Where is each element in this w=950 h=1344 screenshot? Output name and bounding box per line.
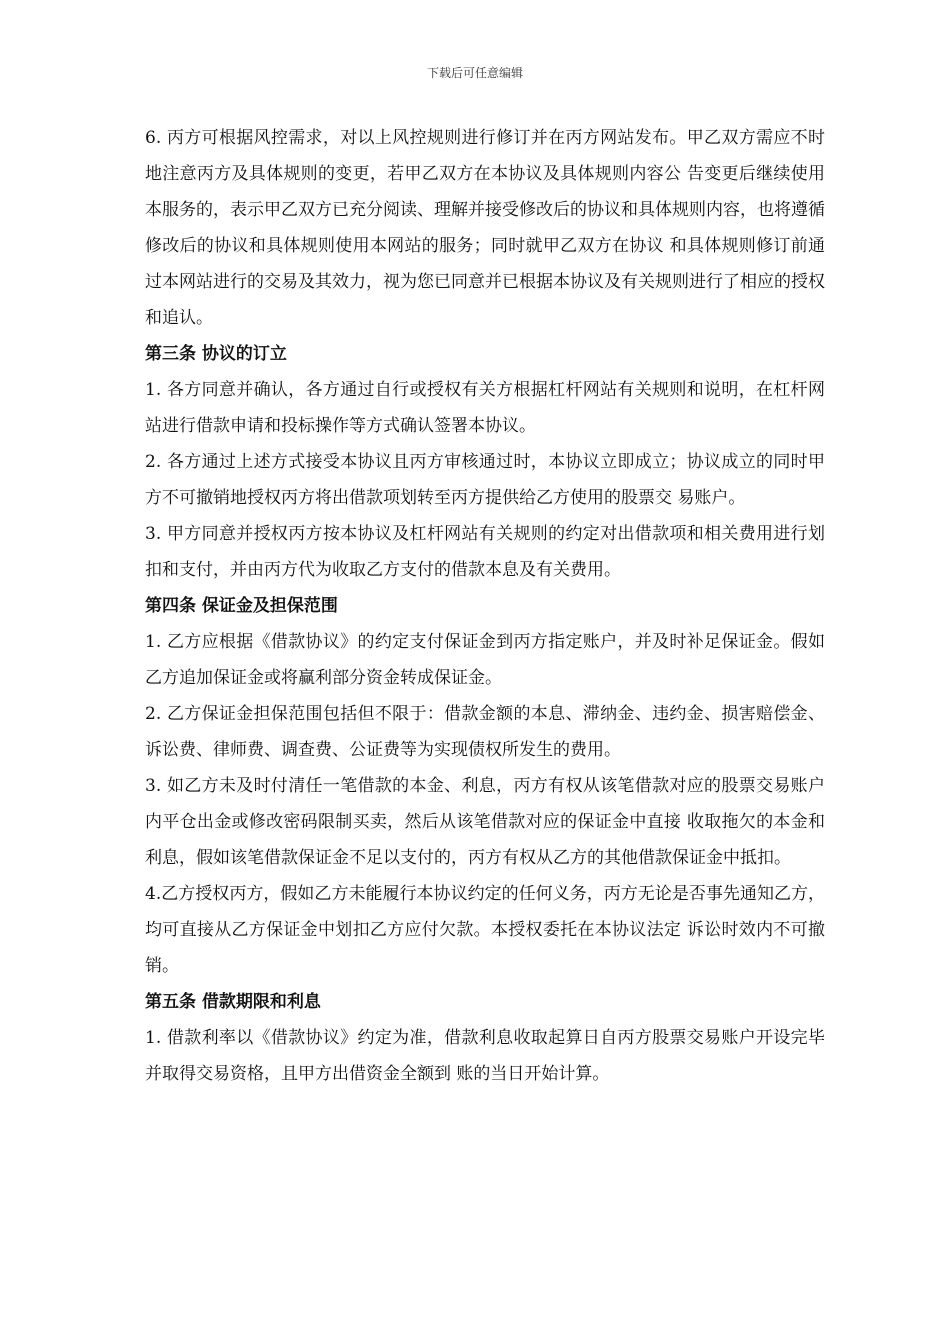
paragraph: 2. 各方通过上述方式接受本协议且丙方审核通过时，本协议立即成立；协议成立的同时甲方不可撤销地授权丙方将出借款项划转至丙方提供给乙方使用的股票交 易账户。 <box>145 452 825 508</box>
paragraph: 6. 丙方可根据风控需求，对以上风控规则进行修订并在丙方网站发布。甲乙双方需应不时地注意丙方及具体规则的变更，若甲乙双方在本协议及具体规则内容公 告变更后继续使用本服务的，表示甲乙双方已充分阅读、理解并接受修改后的协议和具体规则内容，也将遵循修改后的协议和具体规则使用本网站的服务；同时就甲乙双方在协议 和具体规则修订前通过本网站进行的交易及其效力，视为您已同意并已根据本协议及有关规则进行了相应的授权和追认。 <box>145 128 825 328</box>
paragraph: 4.乙方授权丙方，假如乙方未能履行本协议约定的任何义务，丙方无论是否事先通知乙方，均可直接从乙方保证金中划扣乙方应付欠款。本授权委托在本协议法定 诉讼时效内不可撤销。 <box>145 884 825 976</box>
document-body <box>145 120 825 1092</box>
page-header: 下载后可任意编辑 <box>426 66 523 80</box>
paragraph: 1. 借款利率以《借款协议》约定为准，借款利息收取起算日自丙方股票交易账户开设完毕并取得交易资格，且甲方出借资金全额到 账的当日开始计算。 <box>145 1028 825 1084</box>
paragraph: 2. 乙方保证金担保范围包括但不限于：借款金额的本息、滞纳金、违约金、损害赔偿金、诉讼费、律师费、调查费、公证费等为实现债权所发生的费用。 <box>145 704 825 760</box>
paragraph: 3. 甲方同意并授权丙方按本协议及杠杆网站有关规则的约定对出借款项和相关费用进行划扣和支付，并由丙方代为收取乙方支付的借款本息及有关费用。 <box>145 524 825 580</box>
paragraph: 1. 各方同意并确认，各方通过自行或授权有关方根据杠杆网站有关规则和说明，在杠杆网站进行借款申请和投标操作等方式确认签署本协议。 <box>145 380 825 436</box>
section-heading: 第三条 协议的订立 <box>145 344 287 364</box>
paragraph: 3. 如乙方未及时付清任一笔借款的本金、利息，丙方有权从该笔借款对应的股票交易账户内平仓出金或修改密码限制买卖，然后从该笔借款对应的保证金中直接 收取拖欠的本金和利息，假如该笔借款保证金不足以支付的，丙方有权从乙方的其他借款保证金中抵扣。 <box>145 776 825 868</box>
section-heading: 第四条 保证金及担保范围 <box>145 596 338 616</box>
section-heading: 第五条 借款期限和利息 <box>145 992 321 1012</box>
paragraph: 1. 乙方应根据《借款协议》的约定支付保证金到丙方指定账户，并及时补足保证金。假如乙方追加保证金或将赢利部分资金转成保证金。 <box>145 632 825 688</box>
